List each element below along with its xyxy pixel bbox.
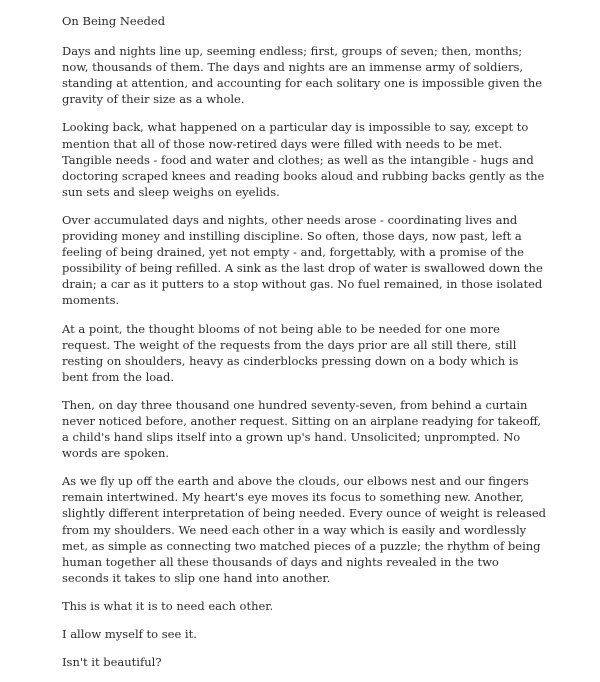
paragraph-5: Then, on day three thousand one hundred seventy-seven, from behind a curtain never noticed before, another request. Sitting on an airplane readying for takeoff, a child's hand slips itself into a grown up's hand. Unsolicited; unprompted. No words are spoken. <box>62 397 542 461</box>
paragraph-9: Isn't it beautiful? <box>62 655 162 670</box>
paragraph-2: Looking back, what happened on a particular day is impossible to say, except to mention that all of those now-retired days were filled with needs to be met. Tangible needs - food and water and clothes; as well as the intangible - hugs and doctoring scraped knees and reading books aloud and rubbing backs gently as the sun sets and sleep weighs on eyelids. <box>62 120 545 199</box>
paragraph-1: Days and nights line up, seeming endless; first, groups of seven; then, months; now, thousands of them. The days and nights are an immense army of soldiers, standing at attention, and accounting for each solitary one is impossible given the gravity of their size as a whole. <box>62 44 543 107</box>
paragraph-8: I allow myself to see it. <box>62 627 197 641</box>
document-title: On Being Needed <box>62 14 166 28</box>
paragraph-6: As we fly up off the earth and above the clouds, our elbows nest and our fingers remain intertwined. My heart's eye moves its focus to something new. Another, slightly different interpretation of being needed. Every ounce of weight is released from my shoulders. We need each other in a way which is easily and wordlessly met, as simple as connecting two matched pieces of a puzzle; the rhythm of being human together all these thousands of days and nights revealed in the two seconds it takes to slip one hand into another. <box>62 474 547 585</box>
document-page <box>62 13 548 682</box>
paragraph-4: At a point, the thought blooms of not being able to be needed for one more request. The weight of the requests from the days prior are all still there, still resting on shoulders, heavy as cinderblocks pressing down on a body which is bent from the load. <box>62 321 519 384</box>
paragraph-7: This is what it is to need each other. <box>62 598 274 613</box>
paragraph-3: Over accumulated days and nights, other needs arose - coordinating lives and providing money and instilling discipline. So often, those days, now past, left a feeling of being drained, yet not empty - and, forgettably, with a promise of the possibility of being refilled. A sink as the last drop of water is swallowed down the drain; a car as it putters to a stop without gas. No fuel remained, in those isolated moments. <box>62 212 543 308</box>
